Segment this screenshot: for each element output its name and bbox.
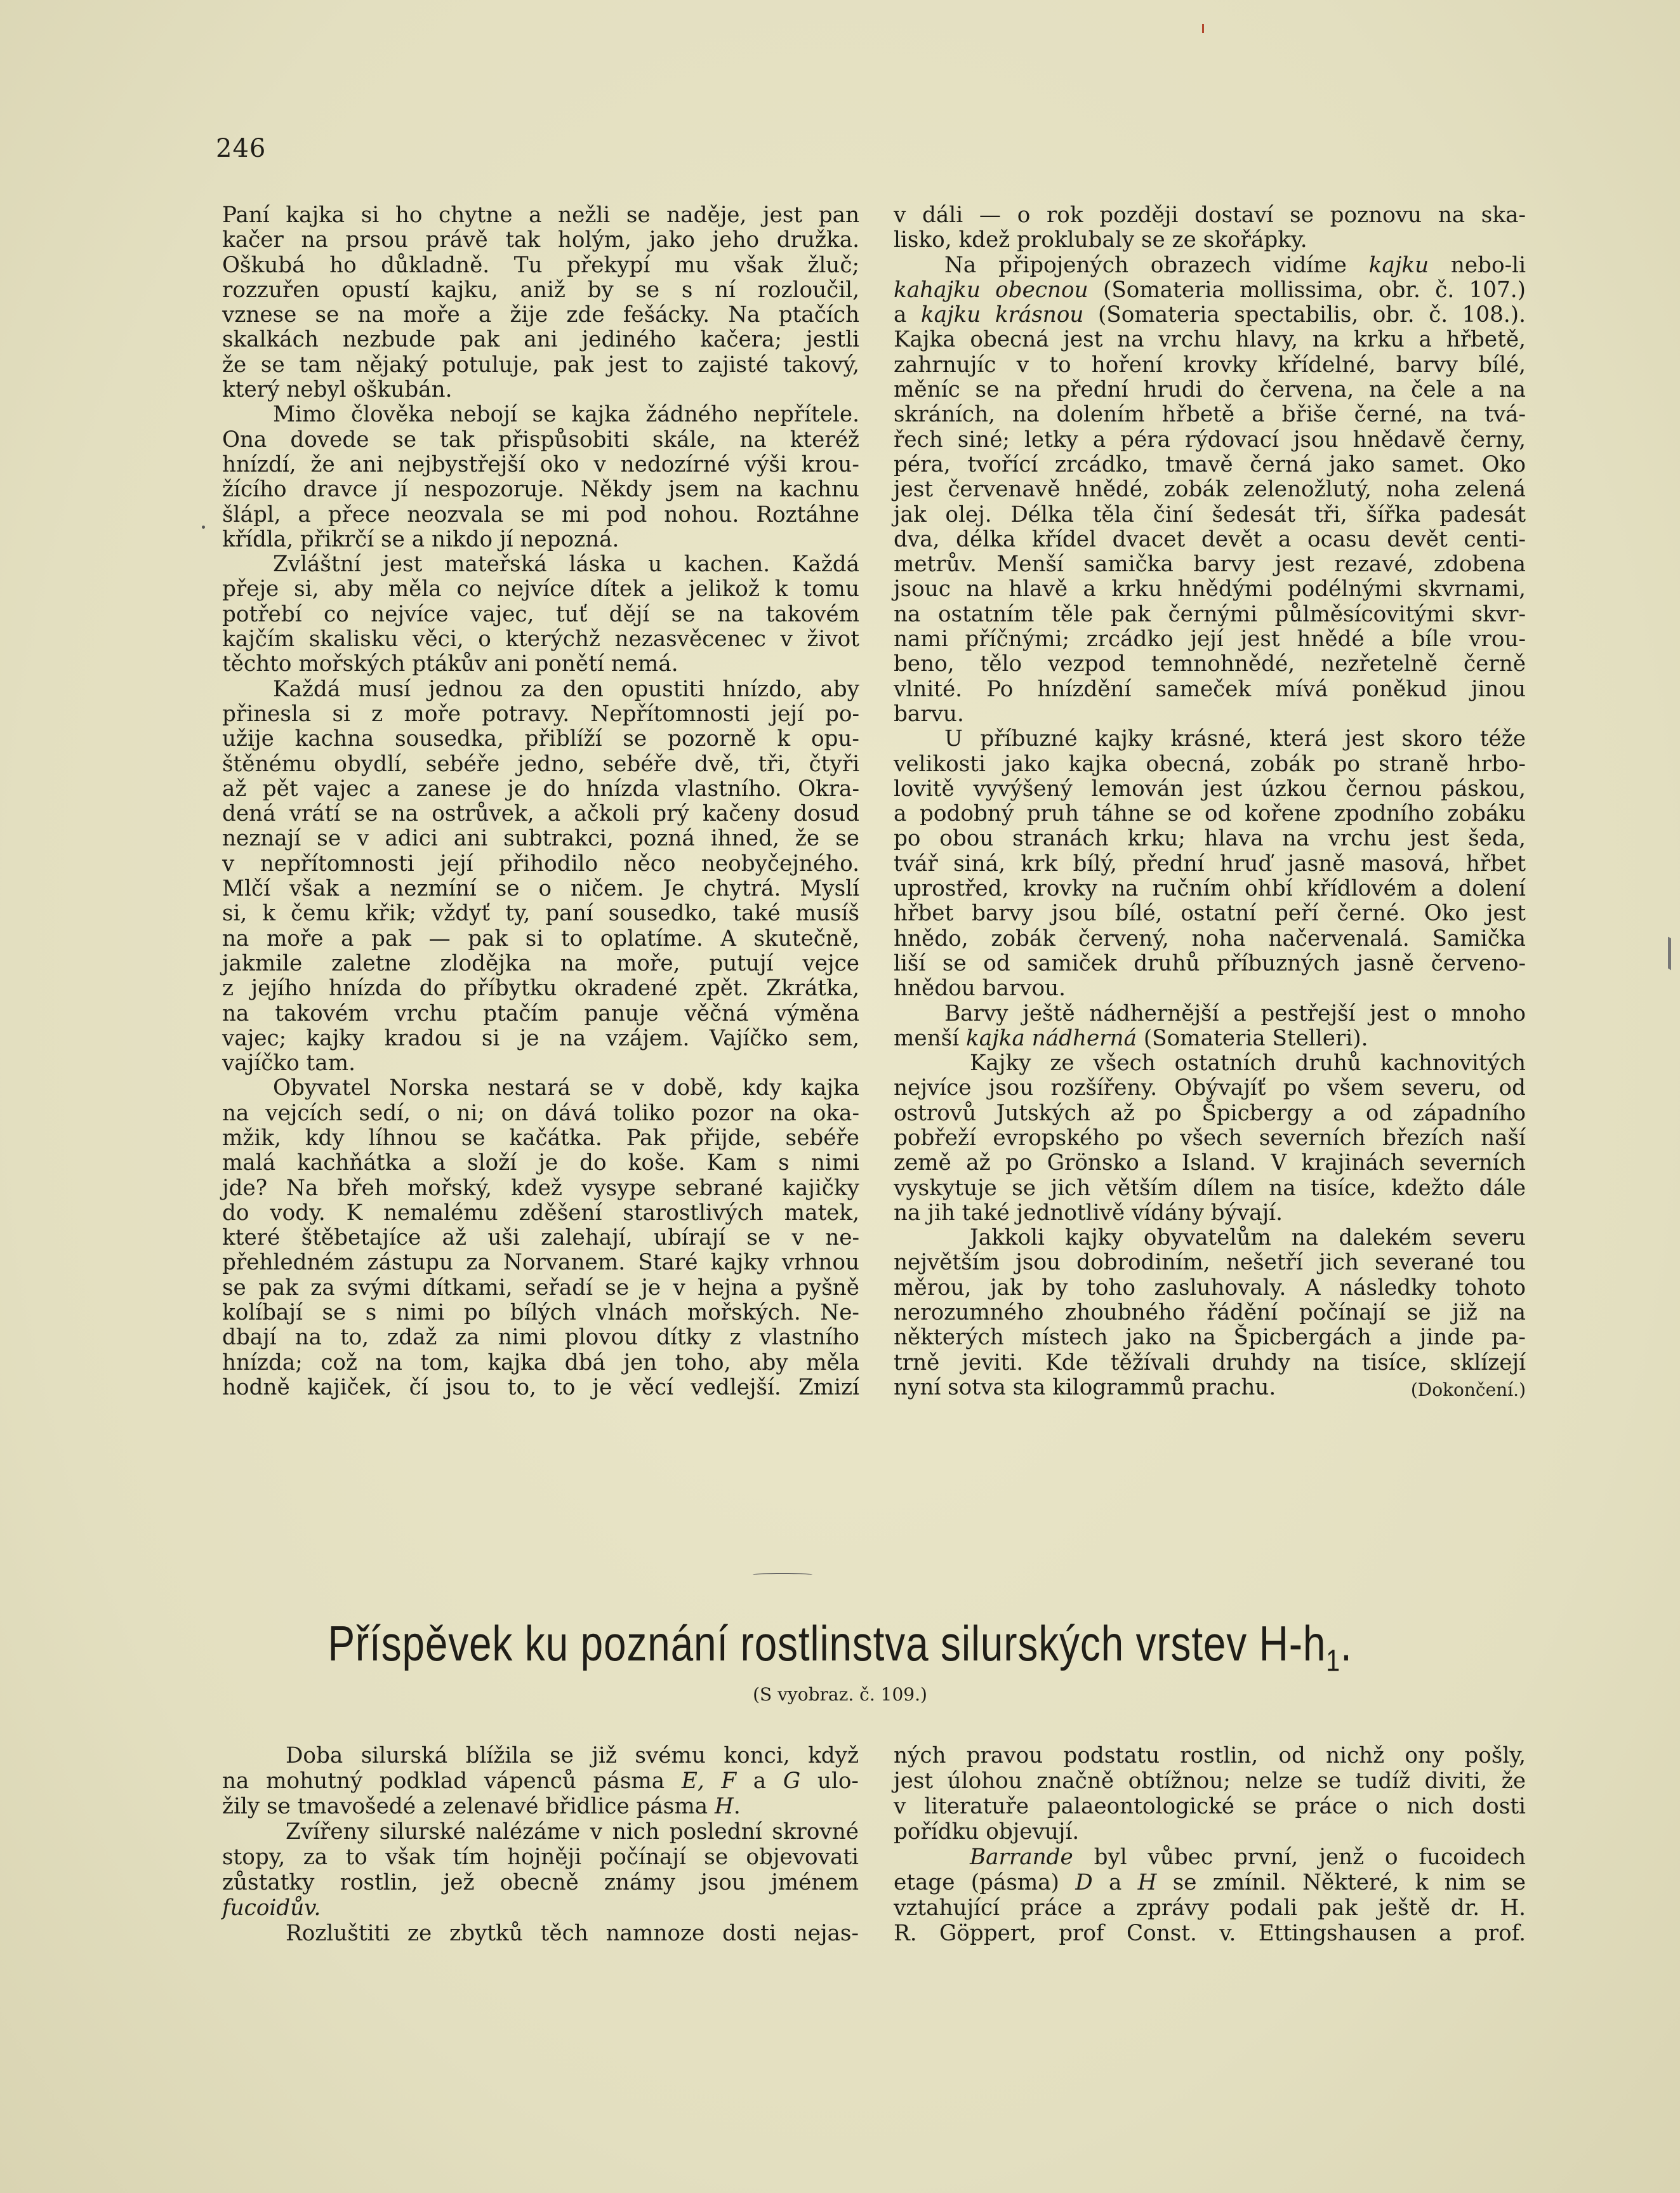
text-line: že se tam nějaký potuluje, pak jest to zajisté takový, bbox=[222, 352, 859, 378]
paragraph bbox=[222, 552, 859, 677]
text-line: beno, tělo vezpod temnohnědé, nezřetelně černě bbox=[894, 651, 1526, 677]
text-line: Kajky ze všech ostatních druhů kachnovitých bbox=[970, 1050, 1526, 1077]
text-line: přehledném zástupu za Norvanem. Staré kajky vrhnou bbox=[222, 1250, 859, 1276]
text-line: Zvířeny silurské nalézáme v nich poslední skrovné bbox=[286, 1819, 859, 1845]
right-p5 bbox=[894, 1051, 1526, 1226]
text-line: liší se od samiček druhů příbuzných jasně červeno- bbox=[894, 950, 1526, 976]
text-line: Jakkoli kajky obyvatelům na dalekém severu bbox=[970, 1225, 1526, 1251]
text-line: skalkách nezbude pak ani jediného kačera; jestli bbox=[222, 327, 859, 353]
text-line: Mlčí však a nezmíní se o ničem. Je chytrá. Myslí bbox=[222, 876, 859, 902]
text-line: menší kajka nádherná (Somateria Stelleri). bbox=[894, 1025, 1368, 1051]
text-line: Ona dovede se tak přispůsobiti skále, na kteréž bbox=[222, 427, 859, 453]
text-line: v literatuře palaeontologické se práce o nich dosti bbox=[894, 1794, 1526, 1819]
text-line: hnědou barvou. bbox=[894, 976, 1066, 1002]
text-line: vznese se na moře a žije zde fešácky. Na ptačích bbox=[222, 302, 859, 328]
section-separator bbox=[753, 1573, 812, 1577]
text-line: si, k čemu křik; vždyť ty, paní sousedko, také musíš bbox=[222, 901, 859, 927]
text-line: ostrovů Jutských až po Špicbergy a od západního bbox=[894, 1100, 1526, 1126]
text-line: Na připojených obrazech vidíme kajku nebo-li bbox=[944, 252, 1526, 278]
text-line: štěnému obydlí, sebéře jedno, sebéře dvě, tři, čtyři bbox=[222, 751, 859, 777]
text-line: hnízda; což na tom, kajka dbá jen toho, aby měla bbox=[222, 1349, 859, 1375]
text-line: hodně kajiček, čí jsou to, to je věcí vedlejší. Zmizí bbox=[222, 1374, 859, 1400]
text-line: jsouc na hlavě a krku hnědými podélnými skvrnami, bbox=[894, 576, 1526, 602]
text-line: nami příčnými; zrcádko její jest hnědé a bíle vrou- bbox=[894, 626, 1526, 653]
text-line: vztahující práce a zprávy podali pak ještě dr. H. bbox=[894, 1895, 1526, 1921]
lower-left-column bbox=[222, 1743, 859, 1946]
text-line: hnědo, zobák červený, noha načervenalá. Samička bbox=[894, 925, 1526, 951]
text-line: Rozluštiti ze zbytků těch namnoze dosti nejas- bbox=[286, 1921, 859, 1946]
lower-right-p2-lines bbox=[894, 1895, 1526, 1946]
text-line: trně jeviti. Kde těžívali druhdy na tisíce, sklízejí bbox=[894, 1349, 1526, 1375]
text-line: velikosti jako kajka obecná, zobák po straně hrbo- bbox=[894, 751, 1526, 777]
text-line: Mimo člověka nebojí se kajka žádného nepřítele. bbox=[273, 402, 859, 428]
text-line: nejvíce jsou rozšířeny. Obývajíť po všem severu, od bbox=[894, 1075, 1526, 1101]
text-line: na jih také jednotlivě vídány bývají. bbox=[894, 1200, 1283, 1226]
text-line: barvu. bbox=[894, 701, 964, 727]
text-line: některých místech jako na Špicbergách a jinde pa- bbox=[894, 1325, 1526, 1351]
text-line: zůstatky rostlin, jež obecně známy jsou jménem bbox=[222, 1870, 859, 1895]
text-line: kolíbají se s nimi po bílých vlnách mořských. Ne- bbox=[222, 1300, 859, 1326]
left-column-body bbox=[222, 203, 859, 1400]
text-line: kajčím skalisku věci, o kterýchž nezasvěcenec v život bbox=[222, 626, 859, 653]
text-line: dená vrátí se na ostrůvek, a ačkoli prý kačeny dosud bbox=[222, 801, 859, 827]
article-title: Příspěvek ku poznání rostlinstva silurských vrstev $H-h_1$. bbox=[327, 1615, 1353, 1678]
text-line: uprostřed, krovky na ručním ohbí křídlovém a dolení bbox=[894, 876, 1526, 902]
text-line: na takovém vrchu ptačím panuje věčná výměna bbox=[222, 1000, 859, 1026]
text-line: žily se tmavošedé a zelenavé břidlice pásma H. bbox=[222, 1794, 741, 1819]
right-p3 bbox=[894, 727, 1526, 1001]
text-line: a kajku krásnou (Somateria spectabilis, obr. č. 108.). bbox=[894, 302, 1526, 328]
text-line: jest červenavě hnědé, zobák zelenožlutý, noha zelená bbox=[894, 477, 1526, 503]
text-line: šlápl, a přece neozvala se mi pod nohou. Roztáhne bbox=[222, 501, 859, 527]
text-line: ných pravou podstatu rostlin, od nichž ony pošly, bbox=[894, 1743, 1526, 1768]
text-line: který nebyl oškubán. bbox=[222, 377, 453, 403]
text-line: země až po Grönsko a Island. V krajinách severních bbox=[894, 1150, 1526, 1176]
text-line: zahrnujíc v to hoření krovky křídelné, barvy bílé, bbox=[894, 352, 1526, 378]
text-line: měníc se na přední hrudi do červena, na čele a na bbox=[894, 377, 1526, 403]
text-line: potřebí co nejvíce vajec, tuť dějí se na takovém bbox=[222, 601, 859, 627]
right-p1 bbox=[894, 203, 1526, 253]
right-p2 bbox=[894, 253, 1526, 727]
text-line: v dáli — o rok později dostaví se poznovu na ska- bbox=[894, 202, 1526, 228]
paragraph bbox=[222, 1076, 859, 1400]
text-line: Kajka obecná jest na vrchu hlavy, na krku a hřbetě, bbox=[894, 327, 1526, 353]
text-line: Doba silurská blížila se již svému konci, když bbox=[286, 1743, 859, 1768]
text-line: jde? Na břeh mořský, kdež vysype sebrané kajičky bbox=[222, 1175, 859, 1201]
text-line: metrův. Menší samička barvy jest rezavé, zdobena bbox=[894, 552, 1526, 578]
text-line: na moře a pak — pak si to oplatíme. A skutečně, bbox=[222, 925, 859, 951]
text-line: jak olej. Délka těla činí šedesát tři, šířka padesát bbox=[894, 501, 1526, 527]
text-line: Barrande byl vůbec první, jenž o fucoidech bbox=[970, 1845, 1526, 1870]
paragraph bbox=[222, 203, 859, 402]
right-p6 bbox=[894, 1226, 1526, 1375]
page-number: 246 bbox=[216, 134, 267, 163]
text-line: vajíčko tam. bbox=[222, 1050, 355, 1077]
text-line: Oškubá ho důkladně. Tu překypí mu však žluč; bbox=[222, 252, 859, 278]
text-line: pobřeží evropského po všech severních březích naší bbox=[894, 1125, 1526, 1151]
text-line: nerozumného zhoubného řádění počínají se již na bbox=[894, 1300, 1526, 1326]
text-line: kačer na prsou právě tak holým, jako jeho družka. bbox=[222, 227, 859, 253]
article-subtitle: (S vyobraz. č. 109.) bbox=[753, 1684, 927, 1705]
text-line: řech siné; letky a péra rýdovací jsou hnědavě černy, bbox=[894, 427, 1526, 453]
text-line: na vejcích sedí, o ni; on dává toliko pozor na oka- bbox=[222, 1100, 859, 1126]
text-line: největším jsou dobrodiním, nešetří jich severané tou bbox=[894, 1250, 1526, 1276]
right-p4 bbox=[894, 1002, 1526, 1052]
page-edge-mark bbox=[1668, 937, 1677, 974]
continuation-note: (Dokončení.) bbox=[1410, 1379, 1526, 1400]
text-line: které štěbetajíce až uši zalehají, ubírají se v ne- bbox=[222, 1225, 859, 1251]
text-line: vajec; kajky kradou si je na vzájem. Vajíčko sem, bbox=[222, 1025, 859, 1051]
right-p2-lines bbox=[894, 328, 1526, 727]
text-line: Barvy ještě nádhernější a pestřejší jest o mnoho bbox=[944, 1000, 1526, 1026]
text-line: z jejího hnízda do příbytku okradené zpět. Zkrátka, bbox=[222, 976, 859, 1002]
text-line: po obou stranách krku; hlava na vrchu jest šeda, bbox=[894, 826, 1526, 852]
paragraph bbox=[222, 677, 859, 1077]
text-line: U příbuzné kajky krásné, která jest skoro téže bbox=[944, 726, 1526, 752]
text-line: nyní sotva sta kilogrammů prachu. (Dokončení.) bbox=[894, 1375, 1526, 1400]
text-line: tvář siná, krk bílý, přední hruď jasně masová, hřbet bbox=[894, 851, 1526, 877]
text-line: Každá musí jednou za den opustiti hnízdo, aby bbox=[273, 676, 859, 702]
ink-mark bbox=[1202, 24, 1204, 33]
lower-right-column bbox=[894, 1743, 1526, 1946]
text-line: hnízdí, že ani nejbystřejší oko v nedozírné výši krou- bbox=[222, 451, 859, 477]
text-line: užije kachna sousedka, přiblíží se pozorně k opu- bbox=[222, 726, 859, 752]
text-line: jest úlohou značně obtížnou; nelze se tudíž diviti, že bbox=[894, 1768, 1526, 1794]
text-line: vyskytuje se jich větším dílem na tisíce, kdežto dále bbox=[894, 1175, 1526, 1201]
text-line: hřbet barvy jsou bílé, ostatní peří černé. Oko jest bbox=[894, 901, 1526, 927]
text-line: se pak za svými dítkami, seřadí se je v hejna a pyšně bbox=[222, 1275, 859, 1301]
text-line: malá kachňátka a složí je do koše. Kam s nimi bbox=[222, 1150, 859, 1176]
right-column bbox=[894, 203, 1526, 1402]
text-line: pořídku objevují. bbox=[894, 1819, 1080, 1845]
text-line: skráních, na dolením hřbetě a břiše černé, na tvá- bbox=[894, 402, 1526, 428]
text-line: neznají se v adici ani subtrakci, pozná ihned, že se bbox=[222, 826, 859, 852]
text-line: etage (pásma) D a H se zmínil. Některé, k nim se bbox=[894, 1870, 1526, 1895]
text-line: vlnité. Po hnízdění sameček mívá poněkud jinou bbox=[894, 676, 1526, 702]
text-line: dbají na to, zdaž za nimi plovou dítky z vlastního bbox=[222, 1325, 859, 1351]
text-line: a podobný pruh táhne se od kořene zpodního zobáku bbox=[894, 801, 1526, 827]
text-line: dva, délka křídel dvacet devět a ocasu devět centi- bbox=[894, 526, 1526, 552]
text-line: do vody. K nemalému zděšení starostlivých matek, bbox=[222, 1200, 859, 1226]
text-line: Paní kajka si ho chytne a nežli se naděje, jest pan bbox=[222, 202, 859, 228]
text-line: Zvláštní jest mateřská láska u kachen. Každá bbox=[273, 552, 859, 578]
text-line: fucoidův. bbox=[222, 1895, 321, 1921]
text-line: na ostatním těle pak černými půlměsícovitými skvr- bbox=[894, 601, 1526, 627]
text-line: žícího dravce jí nespozoruje. Někdy jsem na kachnu bbox=[222, 477, 859, 503]
text-line: přinesla si z moře potravy. Nepřítomnosti její po- bbox=[222, 701, 859, 727]
text-line: R. Göppert, prof Const. v. Ettingshausen a prof. bbox=[894, 1921, 1526, 1946]
text-line: Obyvatel Norska nestará se v době, kdy kajka bbox=[273, 1075, 859, 1101]
text-line: mžik, kdy líhnou se kačátka. Pak přijde, sebéře bbox=[222, 1125, 859, 1151]
text-line: měrou, jak by toho zasluhovaly. A následky tohoto bbox=[894, 1275, 1526, 1301]
lower-left-p2 bbox=[222, 1819, 859, 1895]
text-line: těchto mořských ptákův ani ponětí nemá. bbox=[222, 651, 678, 677]
text-line: lovitě vyvýšený lemován jest úzkou černou páskou, bbox=[894, 776, 1526, 802]
text-line: až pět vajec a zanese je do hnízda vlastního. Okra- bbox=[222, 776, 859, 802]
paragraph bbox=[222, 402, 859, 552]
lower-right-p1 bbox=[894, 1743, 1526, 1819]
text-line: přeje si, aby měla co nejvíce dítek a jelikož k tomu bbox=[222, 576, 859, 602]
text-line: rozzuřen opustí kajku, aniž by se s ní rozloučil, bbox=[222, 277, 859, 303]
text-line: kahajku obecnou (Somateria mollissima, obr. č. 107.) bbox=[894, 277, 1526, 303]
text-line: křídla, přikrčí se a nikdo jí nepozná. bbox=[222, 526, 619, 552]
text-line: péra, tvořící zrcádko, tmavě černá jako samet. Oko bbox=[894, 451, 1526, 477]
text-line: jakmile zaletne zlodějka na moře, putují vejce bbox=[222, 950, 859, 976]
margin-dot bbox=[202, 526, 205, 529]
text-line: stopy, za to však tím hojněji počínají se objevovati bbox=[222, 1845, 859, 1870]
text-line: lisko, kdež proklubaly se ze skořápky. bbox=[894, 227, 1307, 253]
text-line: na mohutný podklad vápenců pásma E, F a G ulo- bbox=[222, 1768, 859, 1794]
text-line: v nepřítomnosti její přihodilo něco neobyčejného. bbox=[222, 851, 859, 877]
left-column bbox=[222, 203, 859, 1400]
